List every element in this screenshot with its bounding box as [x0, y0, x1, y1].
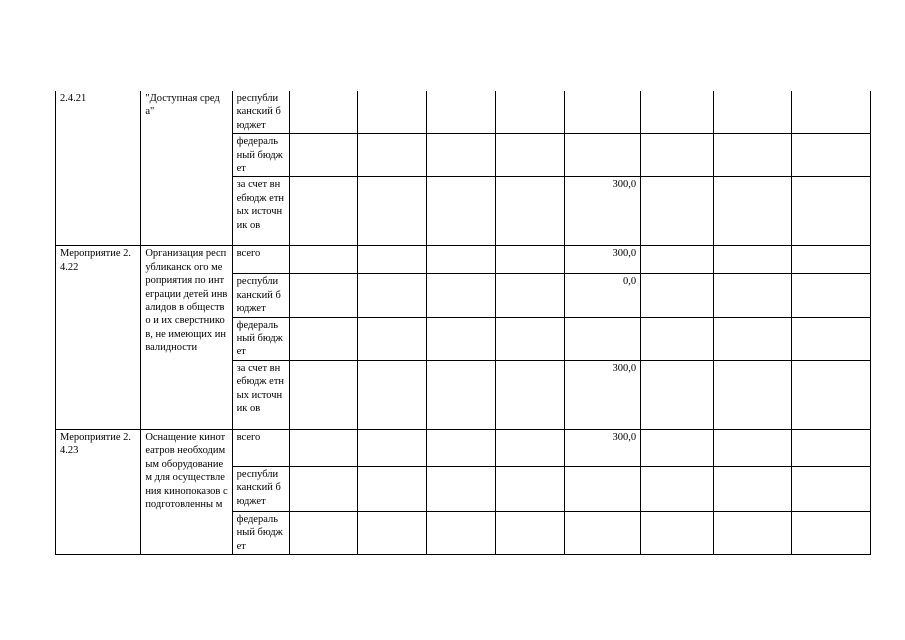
amount-cell: [358, 177, 427, 246]
amount-cell: [358, 511, 427, 554]
funding-source-cell: за счет внебюдж етных источник ов: [232, 177, 289, 246]
amount-cell: [289, 274, 357, 317]
table-body: [56, 91, 871, 555]
amount-cell: [641, 246, 714, 274]
amount-cell: [289, 429, 357, 466]
amount-cell: [427, 511, 495, 554]
amount-cell: [564, 317, 640, 360]
amount-cell: [495, 246, 564, 274]
amount-cell: [289, 246, 357, 274]
amount-cell: [791, 360, 870, 429]
amount-cell: [714, 91, 791, 134]
amount-cell: [714, 429, 791, 466]
amount-cell: [427, 246, 495, 274]
amount-cell: [714, 511, 791, 554]
amount-cell: [791, 429, 870, 466]
measure-name-cell: Оснащение кинотеатров необходимым оборудованием для осуществления кинопоказов с подготовленны м: [141, 429, 232, 554]
amount-cell: [495, 429, 564, 466]
amount-cell: [289, 511, 357, 554]
amount-cell: [358, 246, 427, 274]
amount-cell: [791, 274, 870, 317]
funding-source-cell: республи канский бюджет: [232, 466, 289, 511]
amount-cell: [358, 91, 427, 134]
amount-cell: [714, 360, 791, 429]
amount-cell: 0,0: [564, 274, 640, 317]
amount-cell: [791, 91, 870, 134]
amount-cell: [564, 511, 640, 554]
funding-source-cell: федераль ный бюджет: [232, 134, 289, 177]
funding-source-cell: всего: [232, 429, 289, 466]
amount-cell: [427, 360, 495, 429]
amount-cell: [427, 274, 495, 317]
amount-cell: [714, 134, 791, 177]
amount-cell: [641, 511, 714, 554]
amount-cell: [564, 91, 640, 134]
funding-source-cell: всего: [232, 246, 289, 274]
amount-cell: [289, 317, 357, 360]
measure-name-cell: "Доступная среда": [141, 91, 232, 246]
amount-cell: [714, 177, 791, 246]
amount-cell: [427, 177, 495, 246]
amount-cell: [791, 511, 870, 554]
amount-cell: [495, 360, 564, 429]
funding-source-cell: республи канский бюджет: [232, 91, 289, 134]
amount-cell: [289, 134, 357, 177]
table-row: [56, 91, 871, 134]
amount-cell: [427, 134, 495, 177]
amount-cell: [358, 429, 427, 466]
amount-cell: [791, 177, 870, 246]
amount-cell: [289, 91, 357, 134]
measure-name-cell: Организация республиканск ого мероприятия по интеграции детей инвалидов в общество и их сверстников, не имеющих инвалидности: [141, 246, 232, 429]
amount-cell: [427, 317, 495, 360]
amount-cell: [427, 466, 495, 511]
amount-cell: [289, 360, 357, 429]
amount-cell: [289, 466, 357, 511]
funding-source-cell: республи канский бюджет: [232, 274, 289, 317]
amount-cell: [791, 246, 870, 274]
amount-cell: [641, 134, 714, 177]
amount-cell: [641, 91, 714, 134]
amount-cell: [641, 466, 714, 511]
amount-cell: [791, 317, 870, 360]
amount-cell: 300,0: [564, 360, 640, 429]
funding-source-cell: федераль ный бюджет: [232, 511, 289, 554]
amount-cell: [641, 317, 714, 360]
amount-cell: [495, 177, 564, 246]
amount-cell: [714, 466, 791, 511]
amount-cell: 300,0: [564, 177, 640, 246]
measure-code-cell: Мероприятие 2.4.23: [56, 429, 141, 554]
amount-cell: [564, 466, 640, 511]
amount-cell: [495, 317, 564, 360]
amount-cell: [495, 91, 564, 134]
amount-cell: [791, 466, 870, 511]
amount-cell: [289, 177, 357, 246]
amount-cell: [564, 134, 640, 177]
amount-cell: [427, 429, 495, 466]
amount-cell: [358, 317, 427, 360]
amount-cell: [641, 177, 714, 246]
budget-table: [55, 91, 871, 555]
table-row: [56, 246, 871, 274]
measure-code-cell: Мероприятие 2.4.22: [56, 246, 141, 429]
funding-source-cell: федераль ный бюджет: [232, 317, 289, 360]
amount-cell: 300,0: [564, 429, 640, 466]
amount-cell: [791, 134, 870, 177]
amount-cell: [495, 511, 564, 554]
amount-cell: [714, 317, 791, 360]
amount-cell: [358, 274, 427, 317]
amount-cell: [714, 274, 791, 317]
amount-cell: [495, 466, 564, 511]
amount-cell: [495, 274, 564, 317]
amount-cell: [358, 360, 427, 429]
funding-source-cell: за счет внебюдж етных источник ов: [232, 360, 289, 429]
measure-code-cell: 2.4.21: [56, 91, 141, 246]
amount-cell: [495, 134, 564, 177]
amount-cell: [641, 274, 714, 317]
amount-cell: [641, 360, 714, 429]
amount-cell: [714, 246, 791, 274]
amount-cell: [427, 91, 495, 134]
amount-cell: 300,0: [564, 246, 640, 274]
amount-cell: [358, 466, 427, 511]
amount-cell: [641, 429, 714, 466]
amount-cell: [358, 134, 427, 177]
table-row: [56, 429, 871, 466]
